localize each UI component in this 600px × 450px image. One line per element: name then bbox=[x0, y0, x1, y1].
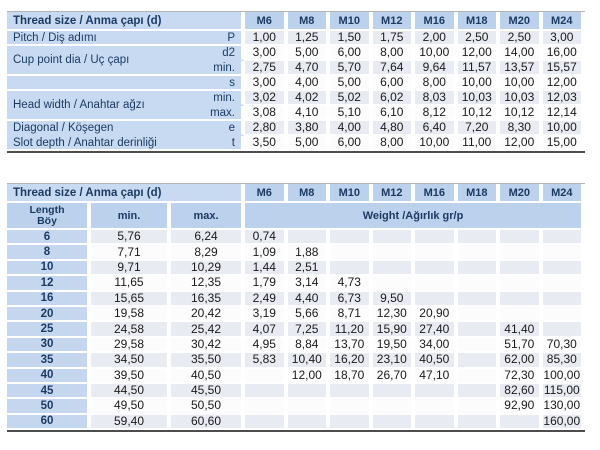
weight-cell: 8,71 bbox=[330, 307, 373, 322]
weight-cell: 62,00 bbox=[500, 353, 543, 368]
dim-value-cell: 6,00 bbox=[330, 46, 373, 61]
table-row bbox=[7, 46, 585, 61]
min-cell: 59,40 bbox=[91, 415, 171, 430]
weight-cell bbox=[330, 399, 373, 414]
length-cell: 10 bbox=[7, 261, 91, 276]
weight-cell: 13,70 bbox=[330, 338, 373, 353]
weight-cell: 4,95 bbox=[245, 338, 288, 353]
dim-value-cell: 10,00 bbox=[458, 76, 501, 91]
size-column-header: M24 bbox=[543, 12, 586, 31]
weight-cell: 19,50 bbox=[373, 338, 416, 353]
weight-cell bbox=[330, 384, 373, 399]
dim-value-cell: 14,00 bbox=[500, 46, 543, 61]
min-cell: 39,50 bbox=[91, 369, 171, 384]
table-row bbox=[7, 31, 585, 46]
dim-value-cell: 5,00 bbox=[288, 46, 331, 61]
weight-cell bbox=[543, 230, 586, 245]
dim-row-symbol: max. bbox=[199, 106, 245, 121]
weight-cell bbox=[288, 384, 331, 399]
dim-value-cell: 2,50 bbox=[500, 31, 543, 46]
size-column-header: M10 bbox=[330, 184, 373, 203]
weight-cell bbox=[500, 276, 543, 291]
min-cell: 44,50 bbox=[91, 384, 171, 399]
weight-cell: 1,79 bbox=[245, 276, 288, 291]
dim-row-symbol: s bbox=[199, 76, 245, 91]
dim-row-label bbox=[7, 76, 199, 91]
weight-cell bbox=[288, 230, 331, 245]
length-cell: 35 bbox=[7, 353, 91, 368]
dim-value-cell: 10,03 bbox=[458, 91, 501, 106]
weight-cell bbox=[500, 261, 543, 276]
weight-cell: 27,40 bbox=[415, 322, 458, 337]
max-cell: 45,50 bbox=[171, 384, 245, 399]
weight-cell bbox=[415, 245, 458, 260]
weight-cell bbox=[415, 261, 458, 276]
table-row bbox=[7, 91, 585, 106]
dim-value-cell: 4,10 bbox=[288, 106, 331, 121]
weight-cell: 41,40 bbox=[500, 322, 543, 337]
dim-value-cell: 2,75 bbox=[245, 61, 288, 76]
dim-value-cell: 3,02 bbox=[245, 91, 288, 106]
weight-cell: 15,90 bbox=[373, 322, 416, 337]
dim-value-cell: 1,50 bbox=[330, 31, 373, 46]
weight-cell bbox=[288, 399, 331, 414]
weight-cell: 16,20 bbox=[330, 353, 373, 368]
max-cell: 12,35 bbox=[171, 276, 245, 291]
table-row bbox=[7, 76, 585, 91]
dim-row-label: Diagonal / Köşegen bbox=[7, 121, 199, 136]
dim-value-cell: 5,00 bbox=[330, 76, 373, 91]
table-row bbox=[7, 369, 585, 384]
weight-cell: 10,40 bbox=[288, 353, 331, 368]
size-column-header: M18 bbox=[458, 184, 501, 203]
weights-table bbox=[7, 183, 585, 432]
dim-value-cell: 1,25 bbox=[288, 31, 331, 46]
dim-value-cell: 10,12 bbox=[500, 106, 543, 121]
weight-cell: 4,07 bbox=[245, 322, 288, 337]
length-cell: 8 bbox=[7, 245, 91, 260]
weight-cell bbox=[458, 230, 501, 245]
dim-value-cell: 12,00 bbox=[543, 76, 586, 91]
min-cell: 5,76 bbox=[91, 230, 171, 245]
dim-value-cell: 2,50 bbox=[458, 31, 501, 46]
weight-span-header: Weight /Ağırlık gr/p bbox=[245, 203, 585, 230]
table-row bbox=[7, 136, 585, 151]
table-row bbox=[7, 121, 585, 136]
max-cell: 10,29 bbox=[171, 261, 245, 276]
table-row bbox=[7, 338, 585, 353]
weight-cell: 0,74 bbox=[245, 230, 288, 245]
dim-row-symbol: t bbox=[199, 136, 245, 151]
max-cell: 20,42 bbox=[171, 307, 245, 322]
length-cell: 30 bbox=[7, 338, 91, 353]
size-column-header: M6 bbox=[245, 12, 288, 31]
weight-cell bbox=[415, 399, 458, 414]
dim-value-cell: 7,20 bbox=[458, 121, 501, 136]
dim-value-cell: 8,03 bbox=[415, 91, 458, 106]
dim-row-symbol: min. bbox=[199, 91, 245, 106]
weight-cell: 72,30 bbox=[500, 369, 543, 384]
weight-cell bbox=[500, 292, 543, 307]
dim-row-label: Cup point dia / Uç çapı bbox=[7, 46, 199, 76]
dim-row-label: Head width / Anahtar ağzı bbox=[7, 91, 199, 121]
weight-cell bbox=[500, 230, 543, 245]
min-cell: 11,65 bbox=[91, 276, 171, 291]
weight-cell: 160,00 bbox=[543, 415, 586, 430]
weight-cell: 51,70 bbox=[500, 338, 543, 353]
weight-cell: 5,66 bbox=[288, 307, 331, 322]
size-column-header: M18 bbox=[458, 12, 501, 31]
dim-row-label: Slot depth / Anahtar derinliği bbox=[7, 136, 199, 151]
weight-cell bbox=[373, 245, 416, 260]
dim-row-symbol: e bbox=[199, 121, 245, 136]
weight-cell bbox=[458, 399, 501, 414]
dim-value-cell: 4,80 bbox=[373, 121, 416, 136]
table-row bbox=[7, 245, 585, 260]
weight-cell bbox=[373, 261, 416, 276]
dim-value-cell: 6,10 bbox=[373, 106, 416, 121]
min-cell: 9,71 bbox=[91, 261, 171, 276]
dim-value-cell: 3,08 bbox=[245, 106, 288, 121]
min-cell: 19,58 bbox=[91, 307, 171, 322]
weight-cell bbox=[458, 322, 501, 337]
min-column-header: min. bbox=[91, 203, 171, 230]
weights-table-title: Thread size / Anma çapı (d) bbox=[7, 184, 245, 203]
weight-cell: 85,30 bbox=[543, 353, 586, 368]
max-cell: 16,35 bbox=[171, 292, 245, 307]
min-cell: 7,71 bbox=[91, 245, 171, 260]
length-cell: 25 bbox=[7, 322, 91, 337]
min-cell: 24,58 bbox=[91, 322, 171, 337]
dim-value-cell: 15,57 bbox=[543, 61, 586, 76]
length-cell: 20 bbox=[7, 307, 91, 322]
weight-cell bbox=[458, 369, 501, 384]
weight-cell bbox=[500, 415, 543, 430]
dim-value-cell: 1,75 bbox=[373, 31, 416, 46]
weight-cell bbox=[330, 245, 373, 260]
weight-cell: 9,50 bbox=[373, 292, 416, 307]
size-column-header: M20 bbox=[500, 12, 543, 31]
table-row bbox=[7, 230, 585, 245]
dim-value-cell: 16,00 bbox=[543, 46, 586, 61]
table-row bbox=[7, 292, 585, 307]
table-row bbox=[7, 322, 585, 337]
dim-value-cell: 1,00 bbox=[245, 31, 288, 46]
length-cell: 60 bbox=[7, 415, 91, 430]
weight-cell bbox=[458, 276, 501, 291]
min-cell: 34,50 bbox=[91, 353, 171, 368]
dim-value-cell: 2,00 bbox=[415, 31, 458, 46]
weight-cell: 70,30 bbox=[543, 338, 586, 353]
weight-cell bbox=[458, 261, 501, 276]
weight-cell bbox=[330, 230, 373, 245]
dim-value-cell: 3,50 bbox=[245, 136, 288, 151]
weight-cell bbox=[415, 384, 458, 399]
weight-cell: 8,84 bbox=[288, 338, 331, 353]
weight-cell: 12,00 bbox=[288, 369, 331, 384]
weight-cell: 2,51 bbox=[288, 261, 331, 276]
dim-value-cell: 10,00 bbox=[415, 46, 458, 61]
dim-value-cell: 6,02 bbox=[373, 91, 416, 106]
weight-cell bbox=[373, 399, 416, 414]
weight-cell bbox=[543, 276, 586, 291]
table-row bbox=[7, 353, 585, 368]
length-header-en: Length bbox=[29, 203, 65, 216]
weight-cell bbox=[245, 415, 288, 430]
table-row bbox=[7, 415, 585, 430]
length-cell: 6 bbox=[7, 230, 91, 245]
weight-cell: 5,83 bbox=[245, 353, 288, 368]
max-column-header: max. bbox=[171, 203, 245, 230]
dim-value-cell: 12,14 bbox=[543, 106, 586, 121]
dim-value-cell: 12,03 bbox=[543, 91, 586, 106]
length-cell: 50 bbox=[7, 399, 91, 414]
weight-cell bbox=[500, 245, 543, 260]
table-row bbox=[7, 399, 585, 414]
dim-value-cell: 8,00 bbox=[415, 76, 458, 91]
table-row bbox=[7, 307, 585, 322]
dim-value-cell: 8,00 bbox=[373, 46, 416, 61]
max-cell: 35,50 bbox=[171, 353, 245, 368]
weight-cell: 7,25 bbox=[288, 322, 331, 337]
dim-row-symbol: min. bbox=[199, 61, 245, 76]
size-column-header: M12 bbox=[373, 12, 416, 31]
weight-cell: 115,00 bbox=[543, 384, 586, 399]
size-column-header: M16 bbox=[415, 12, 458, 31]
weight-cell: 34,00 bbox=[415, 338, 458, 353]
weight-cell bbox=[458, 307, 501, 322]
dim-value-cell: 10,12 bbox=[458, 106, 501, 121]
weight-cell bbox=[458, 338, 501, 353]
weight-cell: 20,90 bbox=[415, 307, 458, 322]
dim-value-cell: 3,00 bbox=[245, 76, 288, 91]
size-column-header: M10 bbox=[330, 12, 373, 31]
size-column-header: M12 bbox=[373, 184, 416, 203]
dim-value-cell: 7,64 bbox=[373, 61, 416, 76]
weight-cell: 11,20 bbox=[330, 322, 373, 337]
weight-cell bbox=[245, 384, 288, 399]
size-column-header: M6 bbox=[245, 184, 288, 203]
weight-cell: 130,00 bbox=[543, 399, 586, 414]
max-cell: 50,50 bbox=[171, 399, 245, 414]
dim-value-cell: 5,10 bbox=[330, 106, 373, 121]
dim-value-cell: 11,00 bbox=[458, 136, 501, 151]
size-column-header: M8 bbox=[288, 184, 331, 203]
min-cell: 29,58 bbox=[91, 338, 171, 353]
max-cell: 60,60 bbox=[171, 415, 245, 430]
size-column-header: M16 bbox=[415, 184, 458, 203]
dim-value-cell: 9,64 bbox=[415, 61, 458, 76]
weight-cell bbox=[330, 261, 373, 276]
dim-value-cell: 13,57 bbox=[500, 61, 543, 76]
dim-value-cell: 4,00 bbox=[330, 121, 373, 136]
weight-cell bbox=[415, 230, 458, 245]
dim-value-cell: 10,00 bbox=[500, 76, 543, 91]
dim-row-symbol: P bbox=[199, 31, 245, 46]
weight-cell: 3,19 bbox=[245, 307, 288, 322]
dim-value-cell: 10,03 bbox=[500, 91, 543, 106]
weight-cell bbox=[458, 415, 501, 430]
dim-value-cell: 5,00 bbox=[288, 136, 331, 151]
dim-value-cell: 6,00 bbox=[330, 136, 373, 151]
weight-cell bbox=[330, 415, 373, 430]
weight-cell bbox=[543, 261, 586, 276]
weight-cell: 47,10 bbox=[415, 369, 458, 384]
weight-cell: 26,70 bbox=[373, 369, 416, 384]
max-cell: 8,29 bbox=[171, 245, 245, 260]
dim-value-cell: 10,00 bbox=[543, 121, 586, 136]
weight-cell bbox=[245, 399, 288, 414]
size-column-header: M8 bbox=[288, 12, 331, 31]
weight-cell bbox=[543, 322, 586, 337]
weight-cell: 3,14 bbox=[288, 276, 331, 291]
weight-cell bbox=[373, 415, 416, 430]
weight-cell bbox=[458, 353, 501, 368]
weight-cell: 1,44 bbox=[245, 261, 288, 276]
weight-cell: 82,60 bbox=[500, 384, 543, 399]
weight-cell bbox=[373, 230, 416, 245]
weight-cell: 12,30 bbox=[373, 307, 416, 322]
length-cell: 12 bbox=[7, 276, 91, 291]
dim-value-cell: 6,00 bbox=[373, 76, 416, 91]
dim-value-cell: 3,00 bbox=[245, 46, 288, 61]
dim-value-cell: 5,02 bbox=[330, 91, 373, 106]
dim-value-cell: 4,02 bbox=[288, 91, 331, 106]
length-header-tr: Böy bbox=[37, 214, 57, 227]
weight-cell bbox=[500, 307, 543, 322]
dim-value-cell: 6,40 bbox=[415, 121, 458, 136]
weight-cell: 23,10 bbox=[373, 353, 416, 368]
weight-cell bbox=[543, 292, 586, 307]
weight-cell bbox=[373, 384, 416, 399]
weight-cell bbox=[543, 307, 586, 322]
dim-value-cell: 12,00 bbox=[458, 46, 501, 61]
dim-value-cell: 5,70 bbox=[330, 61, 373, 76]
weight-cell bbox=[458, 292, 501, 307]
weight-cell: 4,40 bbox=[288, 292, 331, 307]
weight-cell: 2,49 bbox=[245, 292, 288, 307]
dim-value-cell: 8,00 bbox=[373, 136, 416, 151]
weight-cell bbox=[415, 415, 458, 430]
weight-cell bbox=[415, 292, 458, 307]
table-row bbox=[7, 276, 585, 291]
min-cell: 15,65 bbox=[91, 292, 171, 307]
weight-cell: 92,90 bbox=[500, 399, 543, 414]
size-column-header: M24 bbox=[543, 184, 586, 203]
weight-cell bbox=[288, 415, 331, 430]
max-cell: 40,50 bbox=[171, 369, 245, 384]
dim-value-cell: 4,70 bbox=[288, 61, 331, 76]
dim-value-cell: 12,00 bbox=[500, 136, 543, 151]
dim-value-cell: 3,80 bbox=[288, 121, 331, 136]
dim-value-cell: 4,00 bbox=[288, 76, 331, 91]
dim-row-label: Pitch / Diş adımı bbox=[7, 31, 199, 46]
length-cell: 16 bbox=[7, 292, 91, 307]
dim-value-cell: 2,80 bbox=[245, 121, 288, 136]
dim-row-symbol: d2 bbox=[199, 46, 245, 61]
dimensions-table bbox=[7, 11, 585, 153]
dim-value-cell: 3,00 bbox=[543, 31, 586, 46]
length-cell: 45 bbox=[7, 384, 91, 399]
weight-cell bbox=[373, 276, 416, 291]
weight-cell: 18,70 bbox=[330, 369, 373, 384]
length-column-header bbox=[7, 203, 91, 230]
weight-cell bbox=[245, 369, 288, 384]
weight-cell: 6,73 bbox=[330, 292, 373, 307]
max-cell: 6,24 bbox=[171, 230, 245, 245]
weight-cell: 40,50 bbox=[415, 353, 458, 368]
min-cell: 49,50 bbox=[91, 399, 171, 414]
table-row bbox=[7, 261, 585, 276]
dim-value-cell: 15,00 bbox=[543, 136, 586, 151]
dim-value-cell: 11,57 bbox=[458, 61, 501, 76]
dim-value-cell: 8,30 bbox=[500, 121, 543, 136]
weight-cell: 100,00 bbox=[543, 369, 586, 384]
max-cell: 25,42 bbox=[171, 322, 245, 337]
weight-cell bbox=[415, 276, 458, 291]
weight-cell bbox=[458, 384, 501, 399]
weight-cell: 1,88 bbox=[288, 245, 331, 260]
size-column-header: M20 bbox=[500, 184, 543, 203]
dim-value-cell: 10,00 bbox=[415, 136, 458, 151]
length-cell: 40 bbox=[7, 369, 91, 384]
weight-cell bbox=[458, 245, 501, 260]
table-row bbox=[7, 384, 585, 399]
weight-cell bbox=[543, 245, 586, 260]
weight-cell: 4,73 bbox=[330, 276, 373, 291]
weight-cell: 1,09 bbox=[245, 245, 288, 260]
dim-value-cell: 8,12 bbox=[415, 106, 458, 121]
max-cell: 30,42 bbox=[171, 338, 245, 353]
dimensions-table-title: Thread size / Anma çapı (d) bbox=[7, 12, 245, 31]
